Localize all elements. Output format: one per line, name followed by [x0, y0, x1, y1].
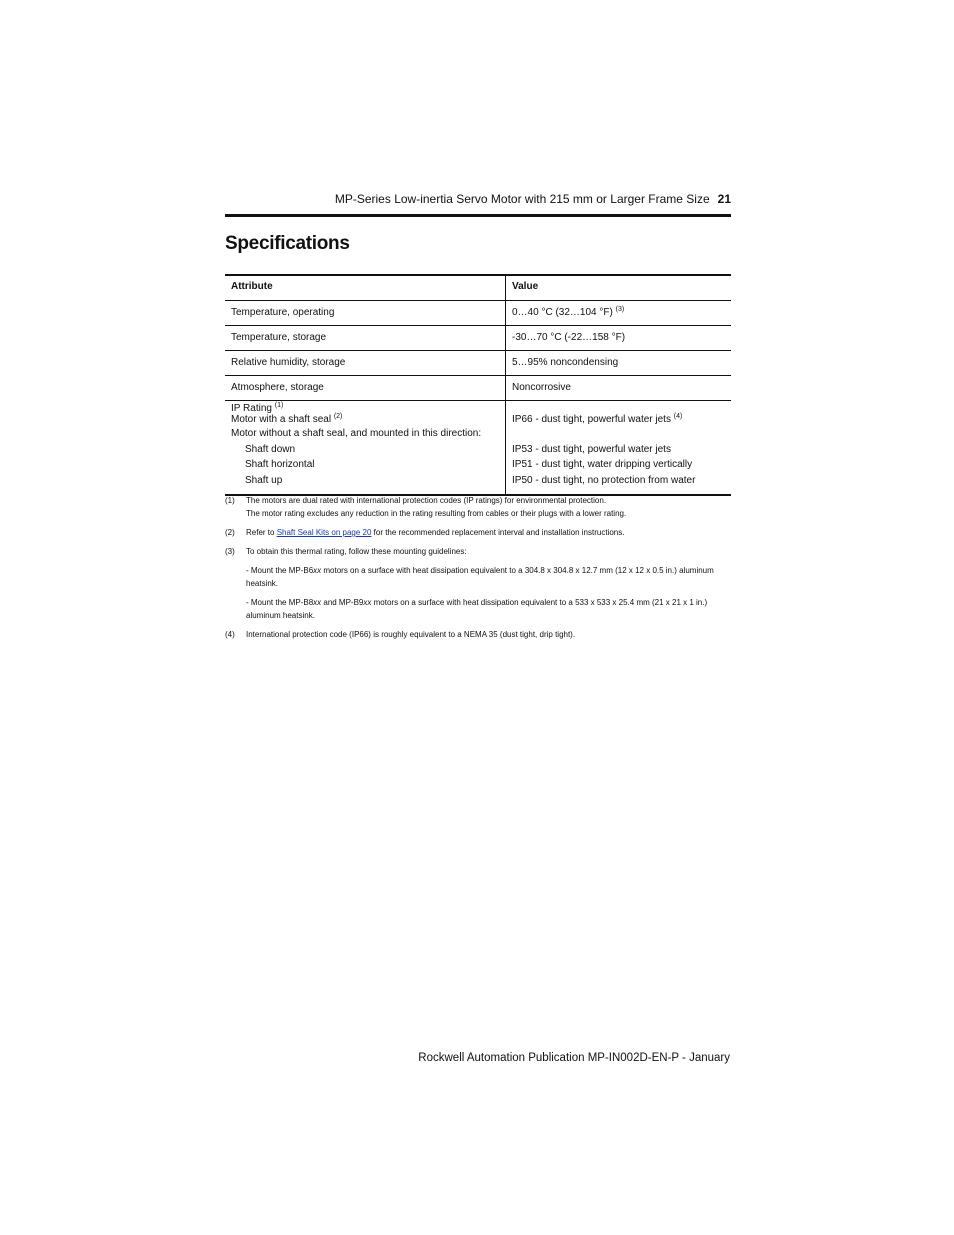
shaft-seal-kits-link[interactable]: Shaft Seal Kits on page 20 — [276, 528, 372, 537]
footnote-number: (2) — [225, 528, 235, 537]
value-cell: Noncorrosive — [506, 376, 732, 401]
value-shaft-down: IP53 - dust tight, powerful water jets — [512, 443, 671, 455]
running-header — [226, 192, 731, 210]
footnote-text: To obtain this thermal rating, follow these mounting guidelines: — [246, 547, 467, 556]
column-header-value: Value — [506, 275, 732, 301]
table-row — [225, 301, 731, 326]
footnote-text: International protection code (IP66) is roughly equivalent to a NEMA 35 (dust tight, drip tight). — [246, 630, 576, 639]
footnotes — [225, 494, 731, 647]
ip-attribute-cell — [225, 401, 506, 496]
attribute-cell: Relative humidity, storage — [225, 351, 506, 376]
direction-shaft-down: Shaft down — [245, 443, 296, 455]
footnote-ref: (3) — [615, 306, 625, 313]
value-cell — [506, 301, 732, 326]
publication-footer: Rockwell Automation Publication MP-IN002D-EN-P - January — [418, 1052, 730, 1064]
footnote-1 — [225, 494, 731, 520]
value-cell: 5…95% noncondensing — [506, 351, 732, 376]
ip-rating-label: IP Rating $^{(1)}$ — [231, 402, 284, 414]
footnote-3 — [225, 545, 731, 622]
attribute-cell: Temperature, operating — [225, 301, 506, 326]
mounting-guideline-1: - Mount the MP-B6xx motors on a surface with heat dissipation equivalent to a 304.8 x 304.8 x 12.7 mm (12 x 12 x 0.5 in.) aluminum heatsink. — [246, 566, 714, 588]
footnote-ref: (1) — [274, 402, 284, 409]
footnote-text: The motor rating excludes any reduction in the rating resulting from cables or their plugs with a lower rating. — [246, 509, 627, 518]
with-shaft-seal-label: Motor with a shaft seal $^{(2)}$ — [231, 413, 343, 425]
value-text: 0…40 °C (32…104 °F) — [512, 307, 613, 318]
header-rule — [225, 214, 731, 217]
direction-shaft-horizontal: Shaft horizontal — [245, 459, 315, 470]
footnote-ref: (2) — [333, 413, 343, 420]
running-title: MP-Series Low-inertia Servo Motor with 215 mm or Larger Frame Size — [334, 192, 710, 206]
footnote-number: (4) — [225, 630, 235, 639]
footnote-text: The motors are dual rated with international protection codes (IP ratings) for environmental protection. — [246, 496, 607, 505]
ip-value-cell — [506, 401, 732, 496]
value-shaft-up: IP50 - dust tight, no protection from water — [512, 474, 696, 486]
table-header-row — [225, 275, 731, 301]
table-row — [225, 326, 731, 351]
footnote-text: Refer to Shaft Seal Kits on page 20 for the recommended replacement interval and installation instructions. — [246, 528, 625, 537]
footnote-number: (3) — [225, 547, 235, 556]
column-header-attribute: Attribute — [225, 275, 506, 301]
ip-rating-row — [225, 401, 731, 496]
without-shaft-seal-label: Motor without a shaft seal, and mounted in this direction: — [231, 428, 482, 439]
specifications-table — [225, 274, 731, 496]
with-shaft-seal-value: IP66 - dust tight, powerful water jets $^{(4)}$ — [512, 413, 683, 425]
page-number: 21 — [717, 192, 731, 206]
direction-shaft-up: Shaft up — [245, 474, 283, 486]
footnote-ref: (4) — [673, 413, 683, 420]
table-row — [225, 351, 731, 376]
table-row — [225, 376, 731, 401]
footnote-2 — [225, 526, 731, 539]
section-title: Specifications — [225, 233, 350, 254]
footnote-number: (1) — [225, 496, 235, 505]
attribute-cell: Temperature, storage — [225, 326, 506, 351]
footnote-4 — [225, 628, 731, 641]
value-shaft-horizontal: IP51 - dust tight, water dripping vertically — [512, 459, 693, 470]
mounting-guideline-2: - Mount the MP-B8xx and MP-B9xx motors on a surface with heat dissipation equivalent to a 533 x 533 x 25.4 mm (21 x 21 x 1 in.) aluminum heatsink. — [246, 598, 708, 620]
value-cell: -30…70 °C (-22…158 °F) — [506, 326, 732, 351]
attribute-cell: Atmosphere, storage — [225, 376, 506, 401]
